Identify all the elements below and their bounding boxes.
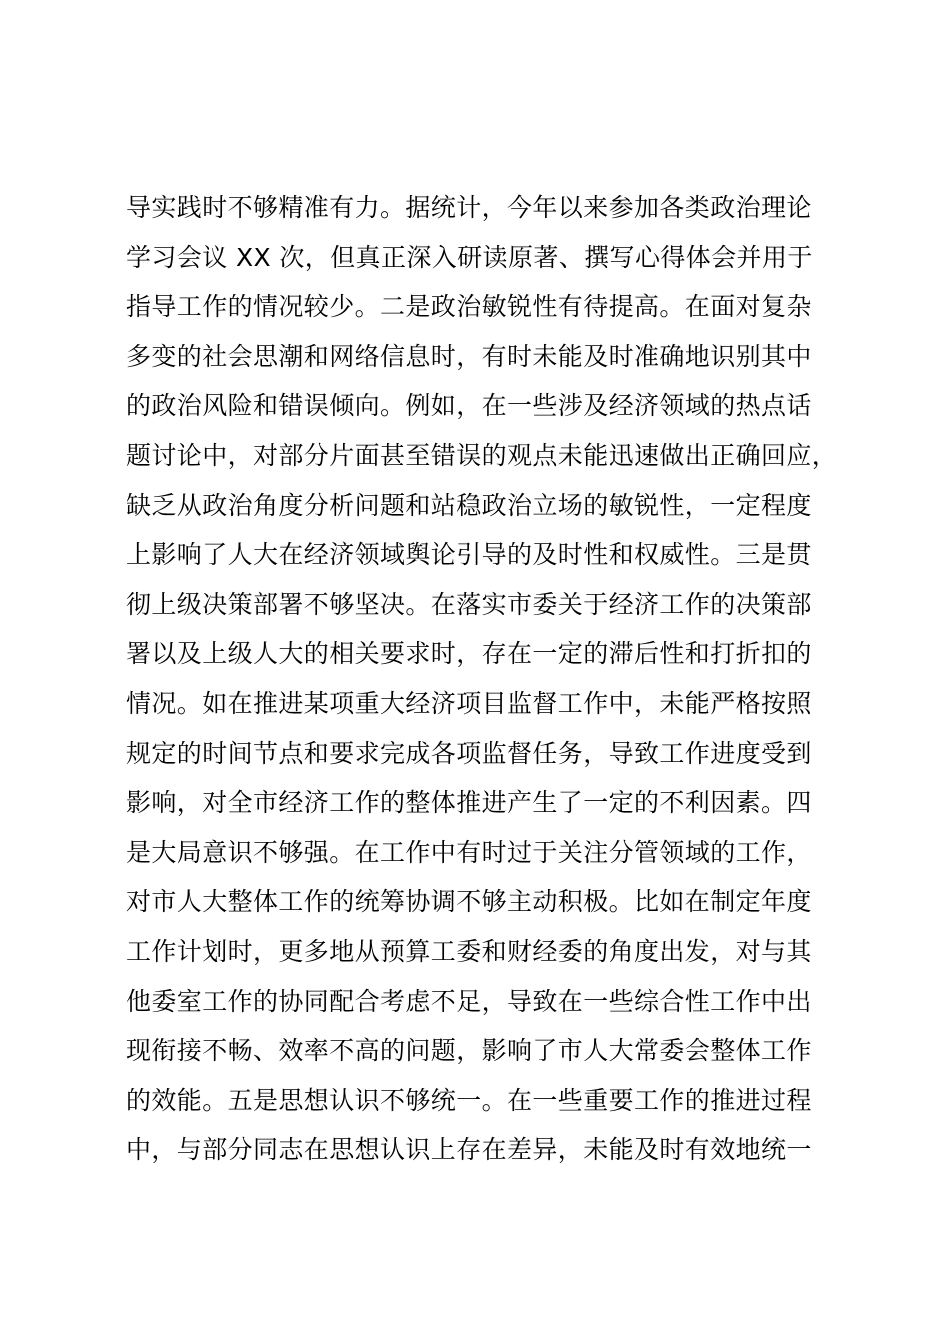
text-line: 学习会议 XX 次，但真正深入研读原著、撰写心得体会并用于 <box>126 242 813 272</box>
text-line: 指导工作的情况较少。二是政治敏锐性有待提高。在面对复杂 <box>126 292 812 322</box>
text-line: 彻上级决策部署不够坚决。在落实市委关于经济工作的决策部 <box>126 589 812 619</box>
text-line: 规定的时间节点和要求完成各项监督任务，导致工作进度受到 <box>126 738 812 768</box>
text-line: 上影响了人大在经济领域舆论引导的及时性和权威性。三是贯 <box>126 540 812 570</box>
text-line: 工作计划时，更多地从预算工委和财经委的角度出发，对与其 <box>126 936 812 966</box>
body-paragraph <box>126 183 866 1175</box>
text-line: 他委室工作的协同配合考虑不足，导致在一些综合性工作中出 <box>126 986 812 1016</box>
text-line: 多变的社会思潮和网络信息时，有时未能及时准确地识别其中 <box>126 341 812 371</box>
text-line: 现衔接不畅、效率不高的问题，影响了市人大常委会整体工作 <box>126 1036 812 1066</box>
text-line: 导实践时不够精准有力。据统计，今年以来参加各类政治理论 <box>126 193 812 222</box>
text-line: 情况。如在推进某项重大经济项目监督工作中，未能严格按照 <box>126 688 812 718</box>
text-line: 缺乏从政治角度分析问题和站稳政治立场的敏锐性，一定程度 <box>126 490 812 520</box>
text-line: 影响，对全市经济工作的整体推进产生了一定的不利因素。四 <box>126 788 812 818</box>
text-line: 署以及上级人大的相关要求时，存在一定的滞后性和打折扣的 <box>126 639 812 669</box>
text-line: 的政治风险和错误倾向。例如，在一些涉及经济领域的热点话 <box>126 391 812 421</box>
text-line: 对市人大整体工作的统筹协调不够主动积极。比如在制定年度 <box>126 887 812 917</box>
text-line: 中，与部分同志在思想认识上存在差异，未能及时有效地统一 <box>126 1135 812 1165</box>
text-line: 题讨论中，对部分片面甚至错误的观点未能迅速做出正确回应， <box>126 440 838 470</box>
text-line: 的效能。五是思想认识不够统一。在一些重要工作的推进过程 <box>126 1085 812 1115</box>
text-line: 是大局意识不够强。在工作中有时过于关注分管领域的工作， <box>126 837 812 867</box>
